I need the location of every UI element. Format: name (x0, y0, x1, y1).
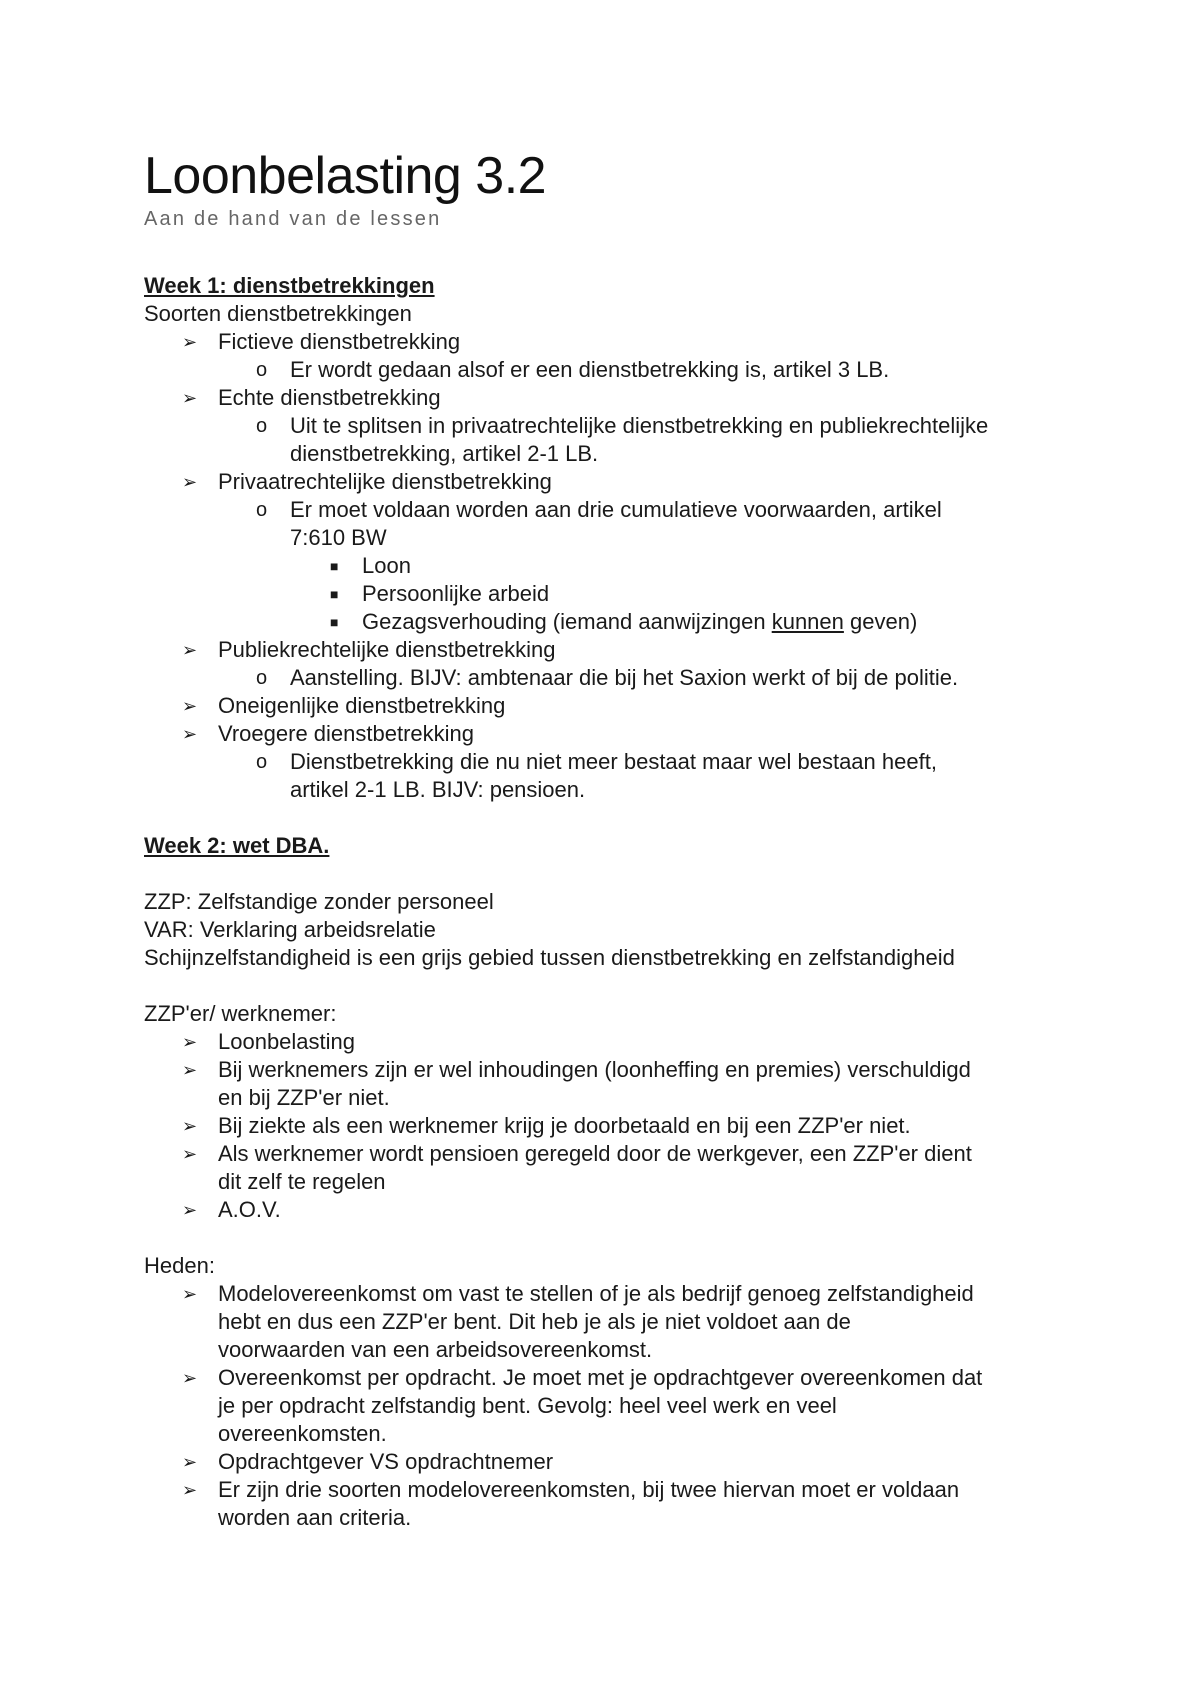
list-item (144, 1028, 1080, 1056)
list-item-text: je per opdracht zelfstandig bent. Gevolg: heel veel werk en veel (218, 1393, 837, 1418)
list-item-text: hebt en dus een ZZP'er bent. Dit heb je als je niet voldoet aan de (218, 1309, 851, 1334)
list-item (144, 384, 1080, 412)
list-item-text: Oneigenlijke dienstbetrekking (218, 693, 506, 718)
arrow-bullet-icon: ➢ (182, 1144, 198, 1164)
zzp-werknemer-heading: ZZP'er/ werknemer: (144, 1001, 337, 1026)
list-item (144, 580, 1080, 608)
arrow-bullet-icon: ➢ (182, 388, 198, 408)
list-item (144, 356, 1080, 384)
list-item-text: Loon (362, 553, 411, 578)
spacer (144, 972, 1080, 1000)
circle-bullet-icon: o (256, 751, 268, 773)
list-item-text: Aanstelling. BIJV: ambtenaar die bij het Saxion werkt of bij de politie. (290, 665, 959, 690)
list-item-text: Opdrachtgever VS opdrachtnemer (218, 1449, 554, 1474)
list-item (144, 1476, 1080, 1532)
list-item-text: Persoonlijke arbeid (362, 581, 550, 606)
underlined-text: kunnen (771, 609, 844, 634)
list-item-text: Loonbelasting (218, 1029, 356, 1054)
list-item-text: Er moet voldaan worden aan drie cumulatieve voorwaarden, artikel (290, 497, 942, 522)
list-item (144, 552, 1080, 580)
var-definition: VAR: Verklaring arbeidsrelatie (144, 917, 436, 942)
list-item-text: Bij werknemers zijn er wel inhoudingen (loonheffing en premies) verschuldigd (218, 1057, 971, 1082)
list-item (144, 468, 1080, 496)
schijn-definition: Schijnzelfstandigheid is een grijs gebied tussen dienstbetrekking en zelfstandigheid (144, 945, 955, 970)
list-item (144, 748, 1080, 804)
list-item-text: Privaatrechtelijke dienstbetrekking (218, 469, 552, 494)
spacer (144, 804, 1080, 832)
list-item-text: geven) (843, 609, 918, 634)
arrow-bullet-icon: ➢ (182, 696, 198, 716)
week2-heading: Week 2: wet DBA. (144, 833, 330, 858)
list-item-text: dit zelf te regelen (218, 1169, 386, 1194)
list-item (144, 1196, 1080, 1224)
list-item-text: artikel 2-1 LB. BIJV: pensioen. (290, 777, 586, 802)
arrow-bullet-icon: ➢ (182, 1032, 198, 1052)
list-item (144, 692, 1080, 720)
list-item-text: Echte dienstbetrekking (218, 385, 441, 410)
spacer (144, 1224, 1080, 1252)
document-subtitle: Aan de hand van de lessen (144, 208, 442, 230)
week1-intro: Soorten dienstbetrekkingen (144, 301, 412, 326)
list-item (144, 1448, 1080, 1476)
heden-heading: Heden: (144, 1253, 215, 1278)
arrow-bullet-icon: ➢ (182, 1452, 198, 1472)
list-item (144, 1056, 1080, 1112)
arrow-bullet-icon: ➢ (182, 640, 198, 660)
list-item-text: voorwaarden van een arbeidsovereenkomst. (218, 1337, 653, 1362)
list-item-text: Als werknemer wordt pensioen geregeld door de werkgever, een ZZP'er dient (218, 1141, 972, 1166)
arrow-bullet-icon: ➢ (182, 1368, 198, 1388)
list-item-text: Modelovereenkomst om vast te stellen of je als bedrijf genoeg zelfstandigheid (218, 1281, 974, 1306)
list-item (144, 608, 1080, 636)
list-item-text: worden aan criteria. (218, 1505, 412, 1530)
arrow-bullet-icon: ➢ (182, 1284, 198, 1304)
square-bullet-icon: ■ (330, 558, 339, 574)
arrow-bullet-icon: ➢ (182, 1060, 198, 1080)
list-item-text: A.O.V. (218, 1197, 281, 1222)
square-bullet-icon: ■ (330, 586, 339, 602)
list-item-text: Gezagsverhouding (iemand aanwijzingen (362, 609, 772, 634)
list-item (144, 1280, 1080, 1364)
arrow-bullet-icon: ➢ (182, 472, 198, 492)
list-item-text: Er wordt gedaan alsof er een dienstbetrekking is, artikel 3 LB. (290, 357, 890, 382)
list-item (144, 1112, 1080, 1140)
list-item-text: Fictieve dienstbetrekking (218, 329, 461, 354)
list-item (144, 1364, 1080, 1448)
arrow-bullet-icon: ➢ (182, 1480, 198, 1500)
list-item (144, 1140, 1080, 1196)
list-item (144, 664, 1080, 692)
list-item-text: dienstbetrekking, artikel 2-1 LB. (290, 441, 599, 466)
circle-bullet-icon: o (256, 499, 268, 521)
zzp-werknemer-list (144, 1028, 1080, 1224)
list-item (144, 636, 1080, 664)
list-item-text: Publiekrechtelijke dienstbetrekking (218, 637, 556, 662)
list-item-text: Dienstbetrekking die nu niet meer bestaat maar wel bestaan heeft, (290, 749, 937, 774)
list-item (144, 720, 1080, 748)
arrow-bullet-icon: ➢ (182, 1200, 198, 1220)
circle-bullet-icon: o (256, 359, 268, 381)
zzp-definition: ZZP: Zelfstandige zonder personeel (144, 889, 494, 914)
list-item (144, 496, 1080, 552)
square-bullet-icon: ■ (330, 614, 339, 630)
list-item (144, 412, 1080, 468)
arrow-bullet-icon: ➢ (182, 724, 198, 744)
list-item-text: overeenkomsten. (218, 1421, 387, 1446)
circle-bullet-icon: o (256, 667, 268, 689)
list-item (144, 328, 1080, 356)
list-item-text: Vroegere dienstbetrekking (218, 721, 475, 746)
list-item-text: Uit te splitsen in privaatrechtelijke dienstbetrekking en publiekrechtelijke (290, 413, 989, 438)
heden-list (144, 1280, 1080, 1532)
document-title: Loonbelasting 3.2 (144, 147, 547, 205)
spacer (144, 860, 1080, 888)
list-item-text: 7:610 BW (290, 525, 387, 550)
week1-heading: Week 1: dienstbetrekkingen (144, 273, 435, 298)
arrow-bullet-icon: ➢ (182, 1116, 198, 1136)
list-item-text: Bij ziekte als een werknemer krijg je doorbetaald en bij een ZZP'er niet. (218, 1113, 911, 1138)
list-item-text: Er zijn drie soorten modelovereenkomsten, bij twee hiervan moet er voldaan (218, 1477, 960, 1502)
arrow-bullet-icon: ➢ (182, 332, 198, 352)
list-item-text: en bij ZZP'er niet. (218, 1085, 390, 1110)
list-item-text: Overeenkomst per opdracht. Je moet met je opdrachtgever overeenkomen dat (218, 1365, 983, 1390)
circle-bullet-icon: o (256, 415, 268, 437)
